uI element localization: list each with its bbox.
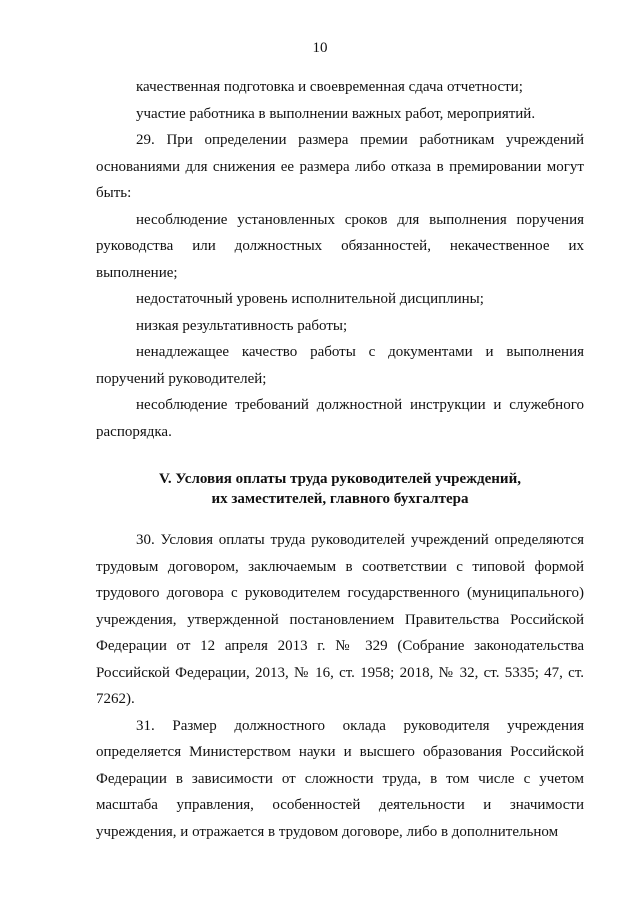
section-heading — [96, 469, 584, 509]
section-body — [96, 527, 584, 845]
page-number: 10 — [312, 40, 328, 56]
section-heading-line: V. Условия оплаты труда руководителей учреждений, — [159, 471, 521, 487]
paragraph: 31. Размер должностного оклада руководителя учреждения определяется Министерством науки и высшего образования Российской Федерации в зависимости от сложности труда, в том числе с учетом масштаба управления, особенностей деятельности и значимости учреждения, и отражается в трудовом договоре, либо в дополнительном — [96, 717, 584, 840]
paragraph: недостаточный уровень исполнительной дисциплины; — [136, 291, 484, 307]
paragraph: несоблюдение установленных сроков для выполнения поручения руководства или должностных обязанностей, некачественное их выполнение; — [96, 211, 584, 281]
page-content — [96, 74, 584, 845]
paragraph: 29. При определении размера премии работникам учреждений основаниями для снижения ее размера либо отказа в премировании могут быть: — [96, 132, 584, 201]
paragraph: ненадлежащее качество работы с документами и выполнения поручений руководителей; — [96, 344, 584, 387]
section-heading-line: их заместителей, главного бухгалтера — [211, 491, 469, 507]
paragraph: несоблюдение требований должностной инструкции и служебного распорядка. — [96, 397, 584, 440]
paragraph: участие работника в выполнении важных работ, мероприятий. — [136, 105, 536, 122]
paragraph: 30. Условия оплаты труда руководителей учреждений определяются трудовым договором, заключаемым в соответствии с типовой формой трудового договора с руководителем государственного (муниципального) учреждения, утвержденной постановлением Правительства Российской Федерации от 12 апреля 2013 г. № 329 (Собрание законодательства Российской Федерации, 2013, № 16, ст. 1958; 2018, № 32, ст. 5335; 47, ст. 7262). — [96, 532, 584, 707]
paragraph: низкая результативность работы; — [136, 317, 348, 334]
paragraph: качественная подготовка и своевременная сдача отчетности; — [136, 79, 523, 95]
